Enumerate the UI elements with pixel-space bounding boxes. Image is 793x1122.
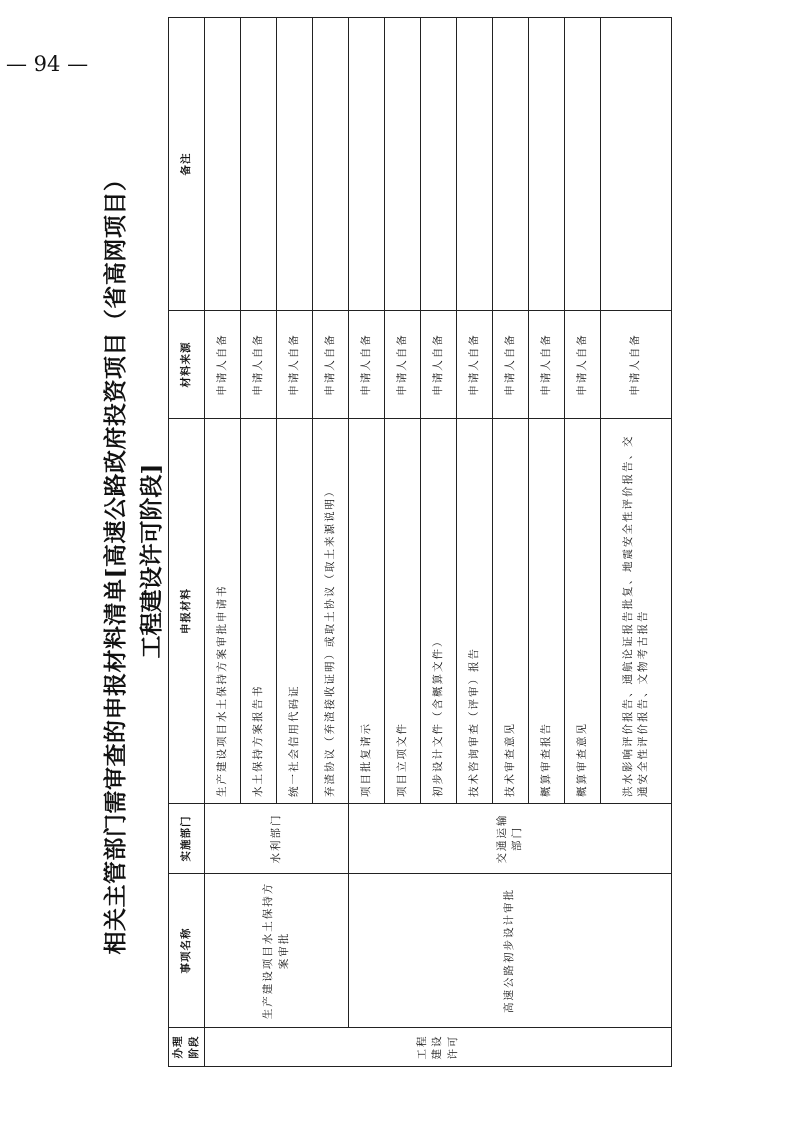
item-cell: 高速公路初步设计审批 — [349, 874, 672, 1028]
source-cell: 申请人自备 — [565, 311, 601, 419]
source-cell: 申请人自备 — [493, 311, 529, 419]
remark-cell — [493, 18, 529, 311]
table-row — [349, 18, 385, 1067]
source-cell: 申请人自备 — [205, 311, 241, 419]
dept-cell: 交通运输部门 — [349, 804, 672, 874]
material-cell: 洪水影响评价报告、通航论证报告批复、地震安全性评价报告、交通安全性评价报告、文物考古报告 — [601, 419, 672, 804]
remark-cell — [277, 18, 313, 311]
header-material: 申报材料 — [169, 419, 205, 804]
remark-cell — [205, 18, 241, 311]
stage-cell: 工程建设许可 — [205, 1028, 672, 1067]
dept-cell: 水利部门 — [205, 804, 349, 874]
materials-table — [168, 17, 672, 1067]
material-cell: 技术咨询审查（评审）报告 — [457, 419, 493, 804]
remark-cell — [313, 18, 349, 311]
material-cell: 概算审查意见 — [565, 419, 601, 804]
remark-cell — [421, 18, 457, 311]
material-cell: 生产建设项目水土保持方案审批申请书 — [205, 419, 241, 804]
header-stage: 办理阶段 — [169, 1028, 205, 1067]
table-header-row — [169, 18, 205, 1067]
document-title-line1: 相关主管部门需审查的申报材料清单[高速公路政府投资项目（省高网项目） — [102, 167, 129, 955]
source-cell: 申请人自备 — [529, 311, 565, 419]
remark-cell — [565, 18, 601, 311]
source-cell: 申请人自备 — [385, 311, 421, 419]
material-cell: 概算审查报告 — [529, 419, 565, 804]
header-remark: 备注 — [169, 18, 205, 311]
material-cell: 弃渣协议（弃渣接收证明）或取土协议（取土来源说明） — [313, 419, 349, 804]
remark-cell — [385, 18, 421, 311]
document-title-line2: 工程建设许可阶段] — [138, 463, 165, 659]
source-cell: 申请人自备 — [349, 311, 385, 419]
item-cell: 生产建设项目水土保持方案审批 — [205, 874, 349, 1028]
source-cell: 申请人自备 — [421, 311, 457, 419]
header-source: 材料来源 — [169, 311, 205, 419]
material-cell: 项目立项文件 — [385, 419, 421, 804]
source-cell: 申请人自备 — [457, 311, 493, 419]
remark-cell — [457, 18, 493, 311]
source-cell: 申请人自备 — [313, 311, 349, 419]
source-cell: 申请人自备 — [601, 311, 672, 419]
material-cell: 技术审查意见 — [493, 419, 529, 804]
material-cell: 初步设计文件（含概算文件） — [421, 419, 457, 804]
header-dept: 实施部门 — [169, 804, 205, 874]
page-number: — 94 — — [6, 52, 89, 76]
table-row — [205, 18, 241, 1067]
source-cell: 申请人自备 — [241, 311, 277, 419]
remark-cell — [601, 18, 672, 311]
source-cell: 申请人自备 — [277, 311, 313, 419]
remark-cell — [529, 18, 565, 311]
remark-cell — [241, 18, 277, 311]
header-item: 事项名称 — [169, 874, 205, 1028]
material-cell: 项目批复请示 — [349, 419, 385, 804]
material-cell: 水土保持方案报告书 — [241, 419, 277, 804]
material-cell: 统一社会信用代码证 — [277, 419, 313, 804]
remark-cell — [349, 18, 385, 311]
